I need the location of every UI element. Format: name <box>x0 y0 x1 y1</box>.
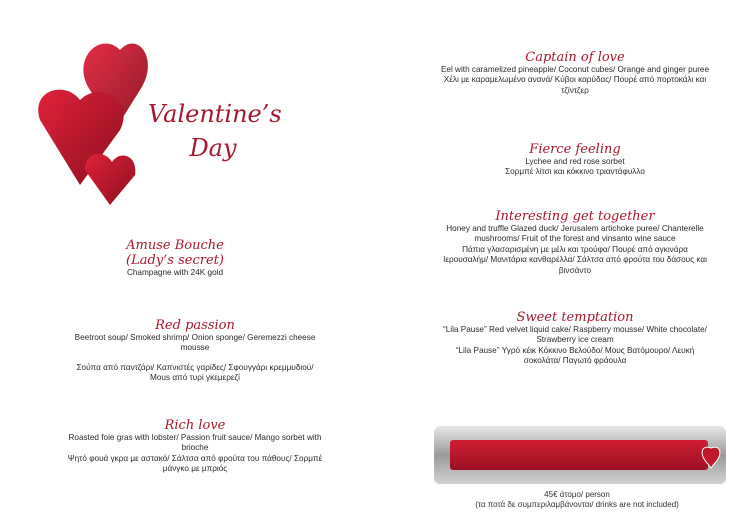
course-description-gr: Χέλι με καραμελωμένο ανανά/ Κύβοι καρύδας/ Πουρέ από πορτοκάλι και τζίντζερ <box>443 75 707 95</box>
menu-course-interesting <box>440 209 710 276</box>
price-line: 45€ άτομο/ person <box>544 490 610 499</box>
menu-course-fierce <box>440 142 710 178</box>
course-description-en: Eel with caramelized pineapple/ Coconut cubes/ Orange and ginger puree <box>440 65 710 74</box>
menu-course-amuse <box>60 238 290 278</box>
course-description-en: Roasted foie gras with lobster/ Passion fruit sauce/ Mango sorbet with brioche <box>68 433 322 453</box>
course-description-en: Lychee and red rose sorbet <box>525 157 625 166</box>
title-line-1: Valentine’s <box>148 100 282 128</box>
course-title: Fierce feeling <box>529 142 621 157</box>
heart-icon <box>85 154 135 205</box>
menu-course-rich-love <box>60 418 330 475</box>
hearts-illustration <box>20 20 160 210</box>
menu-course-sweet <box>440 310 710 367</box>
menu-course-red-passion <box>70 318 320 384</box>
course-description-gr: “Lila Pause” Υγρό κέικ Κόκκινο Βελούδο/ Mους Βατόμουρο/ Λευκή σοκολάτα/ Παγωτό φράουλα <box>455 345 695 366</box>
course-title: Captain of love <box>525 50 625 65</box>
ribbon-banner <box>432 424 728 486</box>
course-description-en: Champagne with 24K gold <box>126 268 224 277</box>
price-info <box>432 490 722 510</box>
course-subtitle: (Lady’s secret) <box>126 253 224 268</box>
course-title: Sweet temptation <box>516 310 634 325</box>
course-description-gr: Σούπα από παντζάρι/ Καπνιστές γαρίδες/ Σφουγγάρι κρεμμυδιού/ Mous από τυρί γκεμερεζί <box>76 362 314 383</box>
course-description-en: “Lila Pause” Red velvet liquid cake/ Raspberry mousse/ White chocolate/ Strawberry ice cream <box>443 325 707 345</box>
price-note: (τα ποτά δε συμπεριλαμβάνονται/ drinks are not included) <box>475 500 679 509</box>
course-description-gr: Πάπια γλασαρισμένη με μέλι και τρούφα/ Πουρέ από αγκινάρα Ιερουσαλήμ/ Μανιτάρια κανθαρέλλα/ Σάλτσα από φρούτα του δάσους και βινσάντο <box>443 244 707 275</box>
course-description-gr: Ψητό φουά γκρα με αστακό/ Σάλτσα από φρούτα του πάθους/ Σορμπέ μάνγκο με μπριός <box>67 453 323 474</box>
page-title <box>148 97 282 165</box>
course-title: Red passion <box>155 318 235 333</box>
course-description-en: Beetroot soup/ Smoked shrimp/ Onion sponge/ Geremezzi cheese mousse <box>74 333 316 353</box>
title-line-2: Day <box>189 134 237 162</box>
course-title: Amuse Bouche <box>126 238 224 253</box>
course-title: Rich love <box>164 418 226 433</box>
menu-course-captain <box>440 50 710 96</box>
course-description-en: Honey and truffle Glazed duck/ Jerusalem artichoke puree/ Chanterelle mushrooms/ Fruit of the forest and vinsanto wine sauce <box>446 224 704 244</box>
course-description-gr: Σορμπέ λίτσι και κόκκινο τριαντάφυλλο <box>505 167 645 177</box>
course-title: Interesting get together <box>495 209 655 224</box>
